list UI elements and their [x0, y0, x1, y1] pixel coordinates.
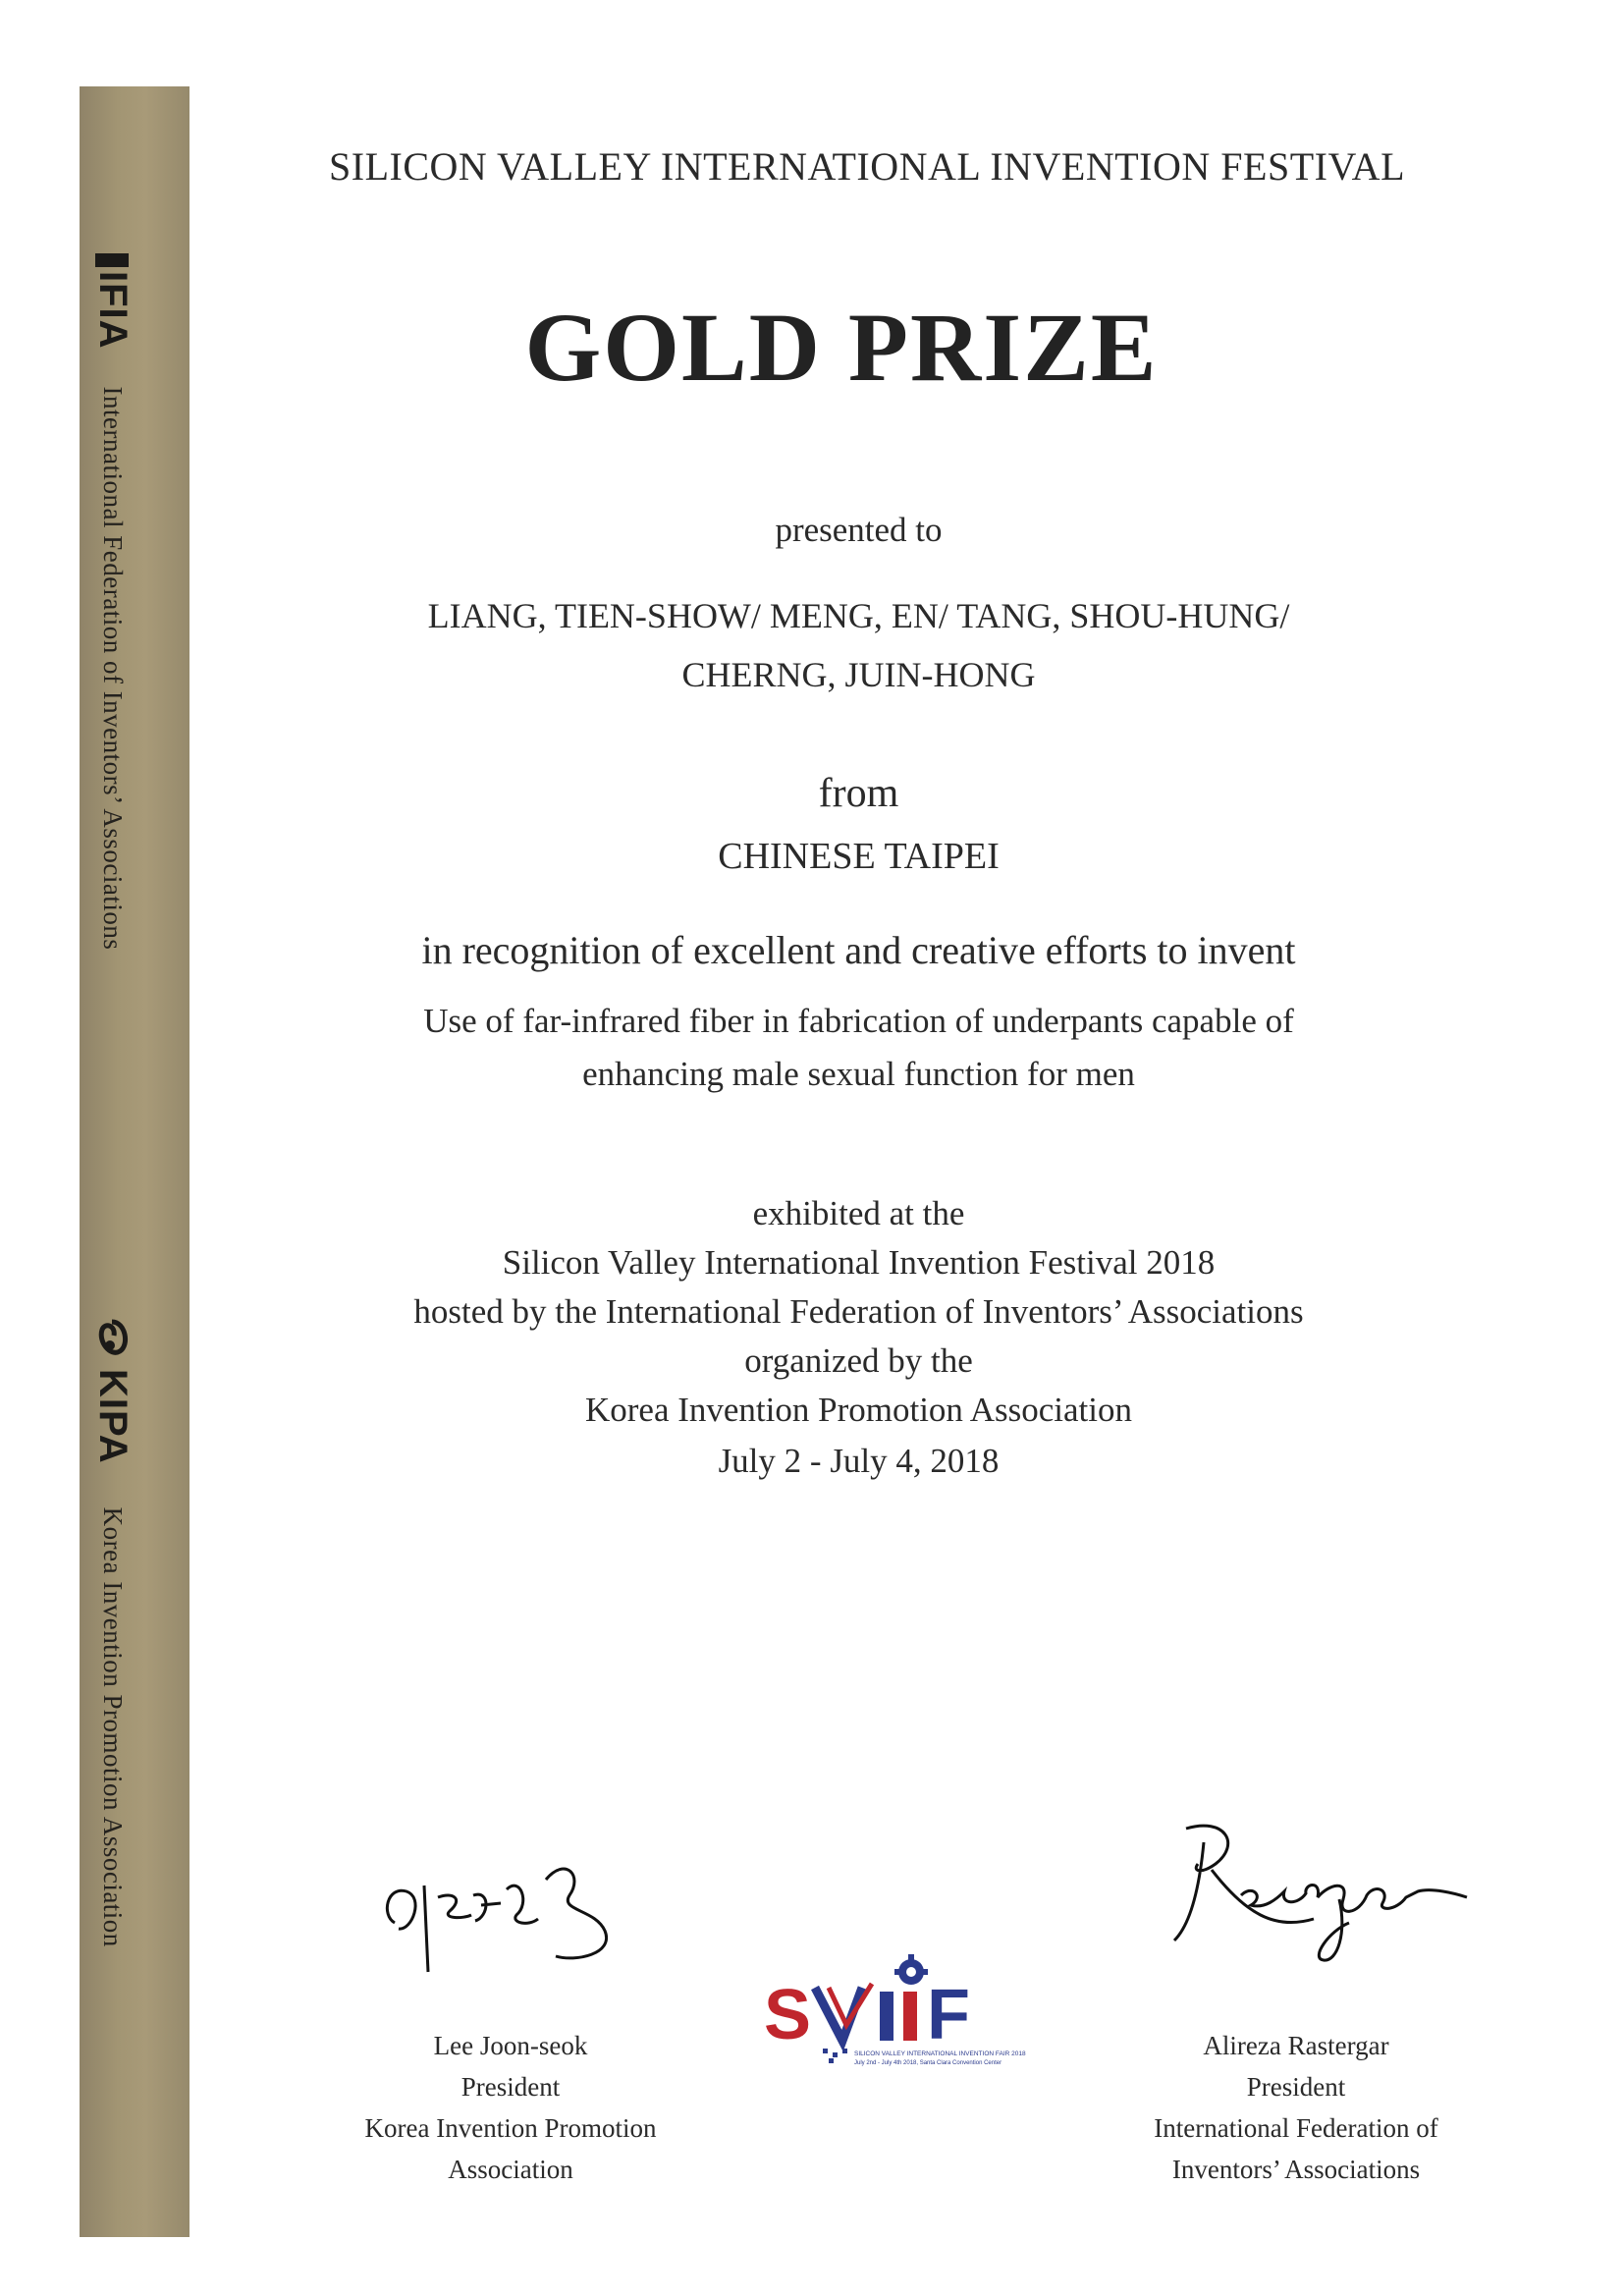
- kipa-organization-name: Korea Invention Promotion Association: [98, 1506, 128, 1947]
- sidebar-band: [80, 86, 189, 2237]
- left-signatory-org-line-1: Korea Invention Promotion: [364, 2113, 657, 2143]
- exhibition-line-3: hosted by the International Federation of Inventors’ Associations: [413, 1292, 1304, 1331]
- exhibition-line-4: organized by the: [744, 1341, 973, 1380]
- exhibition-line-5: Korea Invention Promotion Association: [584, 1391, 1132, 1429]
- kipa-logo-text: KIPA: [91, 1369, 135, 1464]
- right-signatory: [1100, 2025, 1492, 2190]
- left-signatory: [314, 2025, 707, 2190]
- gear-icon: [894, 1954, 928, 1985]
- invention-title-line-2: enhancing male sexual function for men: [582, 1055, 1135, 1093]
- exhibition-line-1: exhibited at the: [752, 1194, 965, 1232]
- from-label: from: [818, 771, 899, 816]
- sviif-event-logo: [764, 1954, 1049, 2082]
- presented-to-label: presented to: [775, 511, 943, 549]
- ifia-logo-text: IFIA: [91, 271, 135, 350]
- left-signatory-org-line-2: Association: [448, 2155, 573, 2184]
- left-signatory-title: President: [460, 2072, 561, 2102]
- ifia-organization-name: International Federation of Inventors’ Associations: [98, 386, 128, 951]
- right-signatory-name: Alireza Rastergar: [1203, 2031, 1389, 2060]
- exhibition-dates: July 2 - July 4, 2018: [718, 1442, 1000, 1480]
- recognition-statement: in recognition of excellent and creative efforts to invent: [421, 928, 1296, 972]
- festival-heading: SILICON VALLEY INTERNATIONAL INVENTION FESTIVAL: [329, 144, 1405, 189]
- right-signatory-org-line-1: International Federation of: [1154, 2113, 1438, 2143]
- left-signature: [373, 1846, 648, 1994]
- ifia-logo-mark: [96, 253, 130, 267]
- invention-title-line-1: Use of far-infrared fiber in fabrication of underpants capable of: [423, 1002, 1294, 1040]
- award-title: GOLD PRIZE: [524, 293, 1159, 402]
- recipients-line-2: CHERNG, JUIN-HONG: [681, 655, 1036, 694]
- svg-text:F: F: [927, 1976, 970, 2054]
- logo-subline-2: July 2nd - July 4th 2018, Santa Clara Convention Center: [854, 2060, 1002, 2066]
- right-signatory-org-line-2: Inventors’ Associations: [1171, 2155, 1421, 2184]
- country-name: CHINESE TAIPEI: [718, 836, 1000, 877]
- exhibition-line-2: Silicon Valley International Invention Festival 2018: [502, 1243, 1216, 1282]
- right-signatory-title: President: [1246, 2072, 1346, 2102]
- right-signature: [1157, 1815, 1481, 1982]
- recipients-line-1: LIANG, TIEN-SHOW/ MENG, EN/ TANG, SHOU-HUNG/: [427, 596, 1290, 635]
- svg-text:S: S: [764, 1976, 812, 2054]
- logo-subline-1: SILICON VALLEY INTERNATIONAL INVENTION FAIR 2018: [854, 2050, 1026, 2057]
- left-signatory-name: Lee Joon-seok: [433, 2031, 588, 2060]
